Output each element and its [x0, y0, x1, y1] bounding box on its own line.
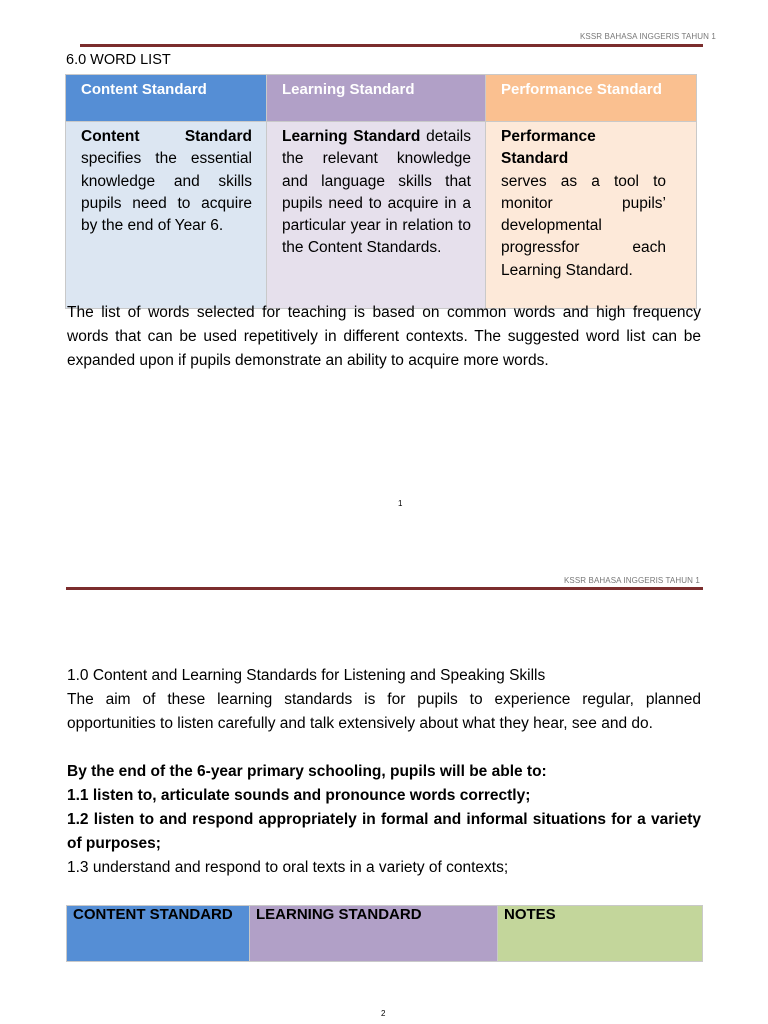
header-rule [66, 587, 703, 590]
cell-term: Content Standard [81, 128, 252, 145]
standards-table [65, 74, 697, 309]
cell-term: Performance Standard [501, 128, 596, 168]
header-performance-standard: Performance Standard [486, 75, 697, 122]
header-content-standard: Content Standard [66, 75, 267, 122]
header-rule [80, 44, 703, 47]
header-notes: NOTES [498, 906, 703, 962]
lead-in: By the end of the 6-year primary schooling, pupils will be able to: [67, 763, 547, 780]
header-learning-standard: LEARNING STANDARD [250, 906, 498, 962]
cell-text: specifies the essential knowledge and skills pupils need to acquire by the end of Year 6. [81, 150, 252, 235]
cell-learning-standard [267, 122, 486, 309]
cell-text: serves as a tool to monitor pupils’ developmental progressfor each Learning Standard. [501, 172, 666, 279]
running-header: KSSR BAHASA INGGERIS TAHUN 1 [580, 32, 716, 41]
cell-text: details the relevant knowledge and language skills that pupils need to acquire in a particular year in relation to the Content Standards. [282, 128, 471, 257]
objective-3: 1.3 understand and respond to oral texts in a variety of contexts; [67, 859, 509, 876]
cell-performance-standard [486, 122, 697, 309]
table-body-row [66, 122, 697, 309]
listening-speaking-table [66, 905, 703, 962]
cell-term: Learning Standard [282, 128, 421, 145]
table-header-row [66, 75, 697, 122]
objective-1: 1.1 listen to, articulate sounds and pronounce words correctly; [67, 787, 531, 804]
section-title: 1.0 Content and Learning Standards for Listening and Speaking Skills [67, 667, 546, 684]
objective-2: 1.2 listen to and respond appropriately in formal and informal situations for a variety of purposes; [67, 811, 701, 852]
header-learning-standard: Learning Standard [267, 75, 486, 122]
page-number: 2 [381, 1009, 386, 1018]
cell-content-standard [66, 122, 267, 309]
header-content-standard: CONTENT STANDARD [67, 906, 250, 962]
page-number: 1 [398, 499, 403, 508]
table-header-row [67, 906, 703, 962]
running-header: KSSR BAHASA INGGERIS TAHUN 1 [564, 576, 700, 585]
intro-paragraph: The aim of these learning standards is for pupils to experience regular, planned opportunities to listen carefully and talk extensively about what they hear, see and do. [67, 691, 701, 732]
word-list-paragraph: The list of words selected for teaching is based on common words and high frequency words that can be used repetitively in different contexts. The suggested word list can be expanded upon if pupils demonstrate an ability to acquire more words. [67, 304, 701, 369]
section-title: 6.0 WORD LIST [66, 52, 171, 68]
